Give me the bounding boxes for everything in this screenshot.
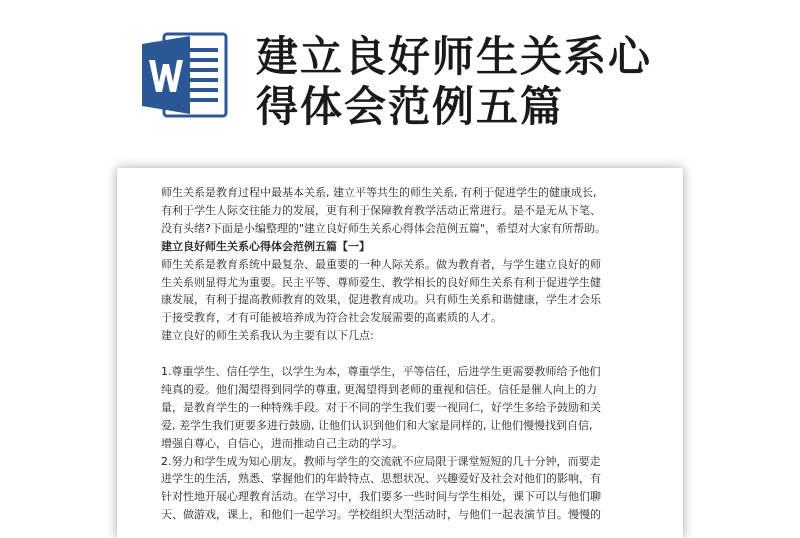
document-header [0, 0, 800, 160]
title-line-2: 得体会范例五篇 [256, 82, 565, 131]
document-body [161, 184, 647, 524]
paragraph-line: 天、做游戏，课上，和他们一起学习。学校组织大型活动时，与他们一起表演节目。慢慢的 [161, 508, 601, 522]
document-title [256, 32, 776, 132]
paragraph-line: 1.尊重学生、信任学生，以学生为本，尊重学生，平等信任，后进学生更需要教师给予他们 [161, 365, 601, 379]
paragraph-line: 于接受教育，才有可能被培养成为符合社会发展需要的高素质的人才。 [161, 311, 502, 325]
paragraph-line: 师生关系是教育系统中最复杂、最重要的一种人际关系。做为教育者，与学生建立良好的师 [161, 257, 601, 271]
blank-line [161, 345, 647, 363]
paragraph-line: 建立良好的师生关系我认为主要有以下几点: [161, 329, 374, 343]
paragraph-line: 生关系则显得尤为重要。民主平等、尊师爱生、教学相长的良好师生关系有利于促进学生健 [161, 275, 601, 289]
paragraph-line: 增强自尊心，自信心，进而推动自己主动的学习。 [161, 436, 403, 450]
paragraph-line: 有利于学生人际交往能力的发展，更有利于保障教育教学活动正常进行。是不是无从下笔、 [161, 203, 601, 217]
paragraph-line: 没有头绪?下面是小编整理的"建立良好师生关系心得体会范例五篇"，希望对大家有所帮助。 [161, 221, 606, 235]
paragraph-line: 康发展，有利于提高教师教育的效果，促进教育成功。只有师生关系和谐健康，学生才会乐 [161, 293, 601, 307]
title-line-1: 建立良好师生关系心 [256, 32, 653, 81]
paragraph-line: 师生关系是教育过程中最基本关系, 建立平等共生的师生关系, 有利于促进学生的健康成长, [161, 186, 597, 199]
document-page-preview [117, 168, 683, 538]
paragraph-line: 爱, 差学生我们更要多进行鼓励, 让他们认识到他们和大家是同样的, 让他们慢慢找到自信, [161, 418, 593, 432]
paragraph-line: 2.努力和学生成为知心朋友。教师与学生的交流就不应局限于课堂短短的几十分钟，而要走 [161, 454, 601, 468]
paragraph-line: 量，是教育学生的一种特殊手段。对于不同的学生我们要一视同仁，好学生多给予鼓励和关 [161, 400, 601, 414]
paragraph-line: 针对性地开展心理教育活动。在学习中，我们要多一些时间与学生相处，课下可以与他们聊 [161, 490, 601, 504]
section-heading: 建立良好师生关系心得体会范例五篇【一】 [161, 239, 370, 253]
paragraph-line: 进学生的生活，熟悉、掌握他们的年龄特点、思想状况、兴趣爱好及社会对他们的影响，有 [161, 472, 601, 486]
word-document-icon [140, 30, 228, 120]
paragraph-line: 纯真的爱。他们渴望得到同学的尊重, 更渴望得到老师的重视和信任。信任是催人向上的力 [161, 382, 597, 396]
